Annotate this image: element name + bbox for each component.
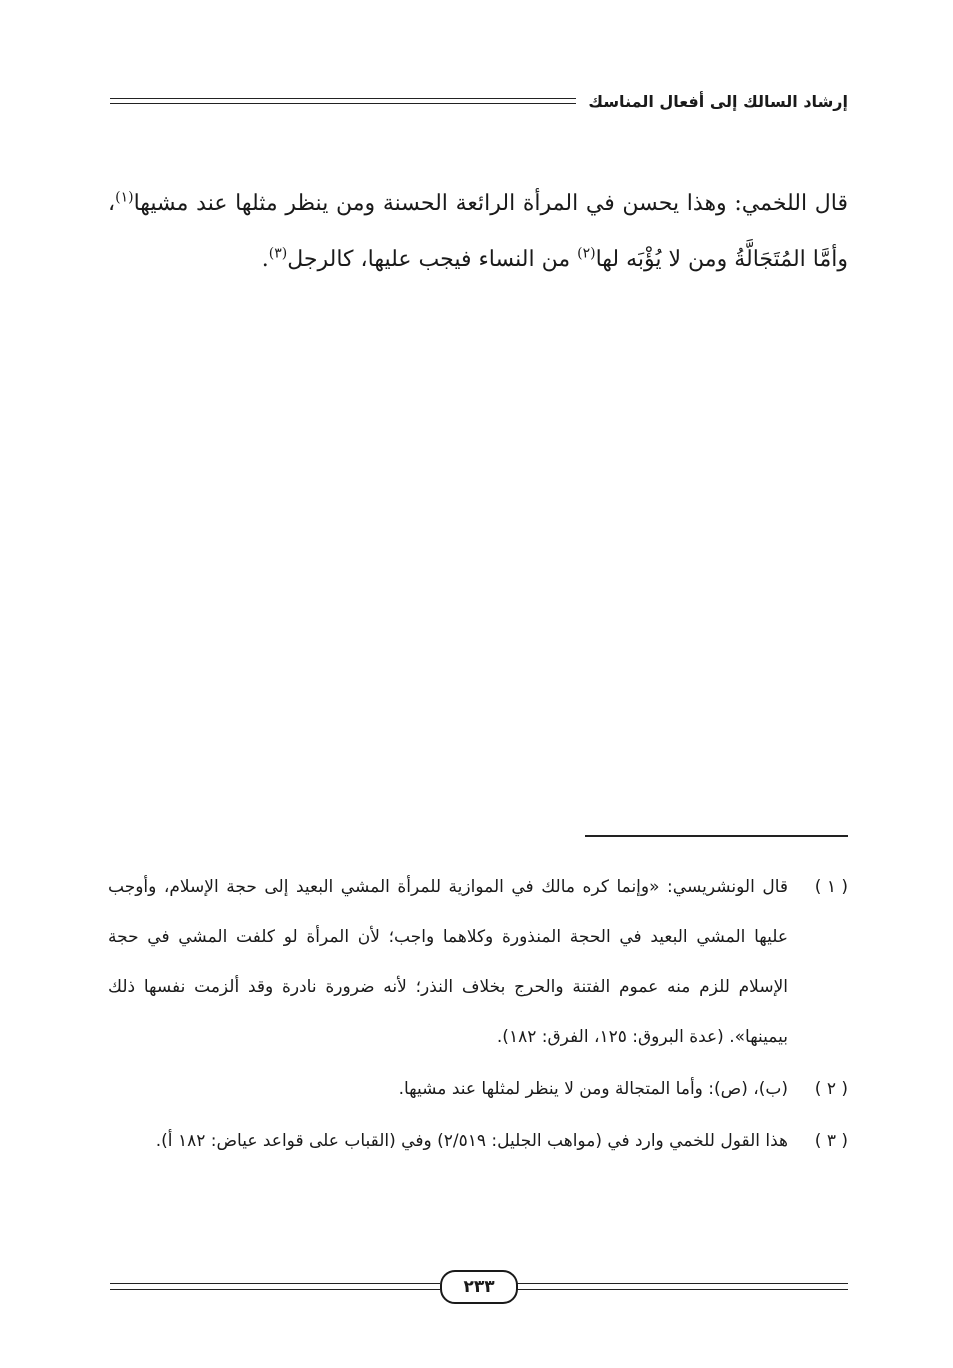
footnote-separator [585, 835, 848, 837]
footnotes-section [108, 862, 848, 1168]
page-number-value: ٢٣٣ [463, 1277, 495, 1297]
page-number [440, 1270, 518, 1304]
footnote-2 [108, 1064, 848, 1114]
main-text-part-2: ، وأمَّا المُتَجَالَّةُ ومن لا يُؤْبَه لها [108, 191, 848, 272]
main-text-part-4: . [261, 247, 269, 272]
page-number-rule-left [110, 1283, 440, 1290]
footnote-ref-2[interactable]: (٢) [577, 245, 596, 262]
footnote-text: هذا القول للخمي وارد في (مواهب الجليل: ٢/٥١٩) وفي (القباب على قواعد عياض: ١٨٢ أ). [155, 1131, 788, 1151]
header-rule [110, 98, 576, 104]
footnote-ref-3[interactable]: (٣) [268, 245, 288, 262]
main-text-part-1: قال اللخمي: وهذا يحسن في المرأة الرائعة الحسنة ومن ينظر مثلها عند مشيها [133, 191, 848, 216]
book-title: إرشاد السالك إلى أفعال المناسك [588, 91, 848, 111]
page-number-rule-right [514, 1283, 848, 1290]
footnote-text: (ب)، (ص): وأما المتجالة ومن لا ينظر لمثلها عند مشيها. [398, 1079, 788, 1099]
footnote-3 [108, 1116, 848, 1166]
main-paragraph [108, 176, 848, 288]
running-header [110, 86, 848, 116]
footnote-ref-1[interactable]: (١) [115, 189, 134, 206]
footnote-1 [108, 862, 848, 1062]
footnote-number: ( ١ ) [814, 877, 848, 897]
main-text-part-3: من النساء فيجب عليها، كالرجل [287, 247, 578, 272]
footnote-number: ( ٣ ) [814, 1131, 848, 1151]
footnote-number: ( ٢ ) [814, 1079, 848, 1099]
footnote-text: قال الونشريسي: «وإنما كره مالك في الموازية للمرأة المشي البعيد إلى حجة الإسلام، وأوجب عليها المشي البعيد في الحجة المنذورة وكلاهما واجب؛ لأن المرأة لو كلفت المشي في حجة الإسلام للزم منه عموم الفتنة والحرج بخلاف النذر؛ لأنه ضرورة نادرة وقد ألزمت نفسها ذلك بيمينها». (عدة البروق: ١٢٥، الفرق: ١٨٢). [108, 877, 788, 1047]
